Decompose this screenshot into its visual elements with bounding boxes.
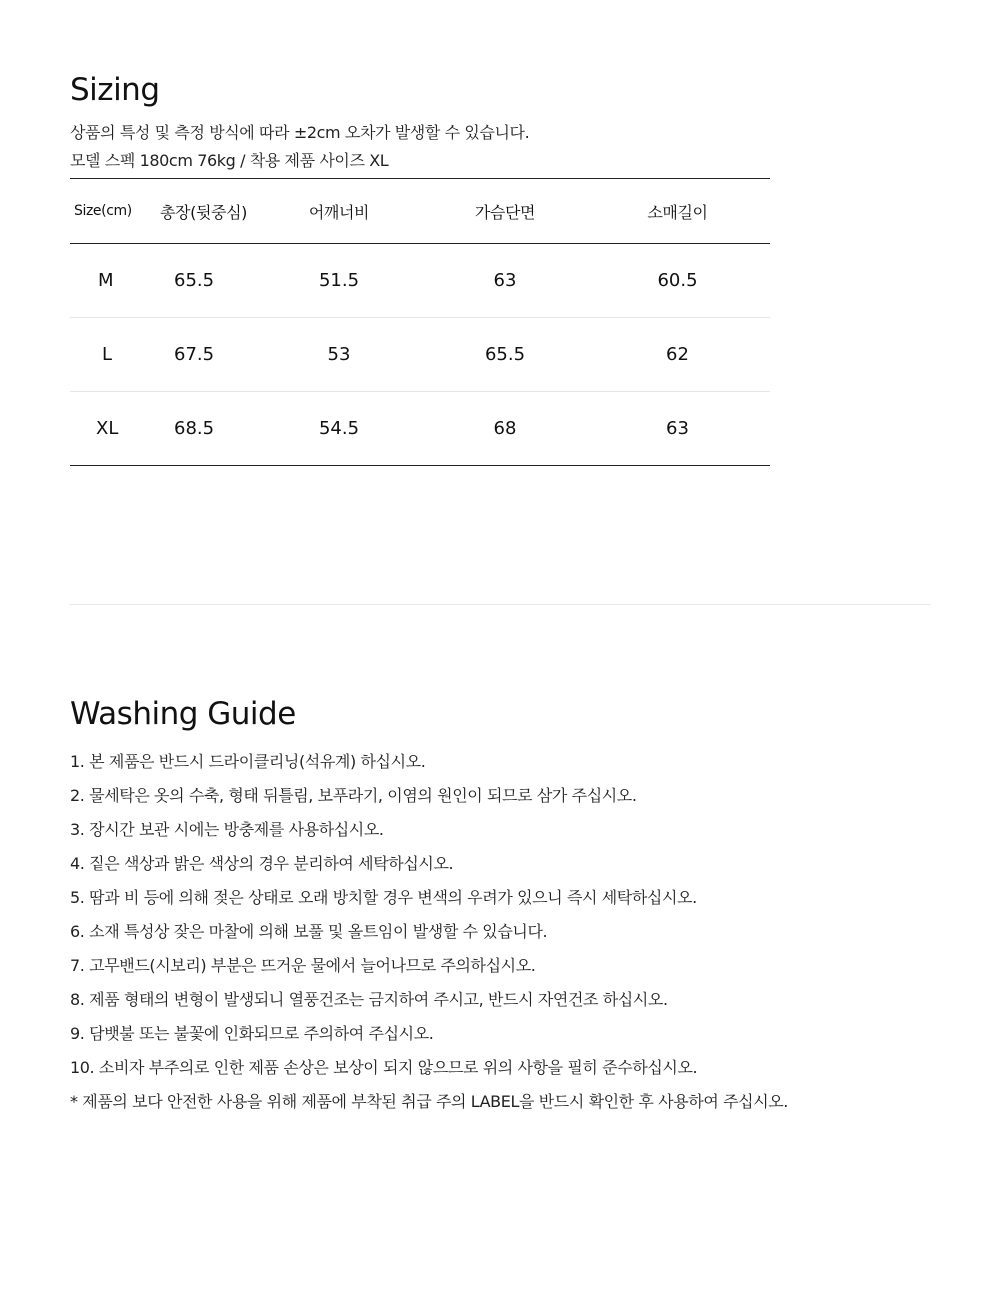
shoulder-width-cell: 54.5 xyxy=(253,392,425,466)
total-length-cell: 68.5 xyxy=(146,392,253,466)
list-item: * 제품의 보다 안전한 사용을 위해 제품에 부착된 취급 주의 LABEL을 반드시 확인한 후 사용하여 주십시오. xyxy=(70,1092,788,1111)
shoulder-width-cell: 53 xyxy=(253,318,425,392)
sizing-note-model-spec: 모델 스펙 180cm 76kg / 착용 제품 사이즈 XL xyxy=(70,151,389,170)
list-item: 10. 소비자 부주의로 인한 제품 손상은 보상이 되지 않으므로 위의 사항을 필히 준수하십시오. xyxy=(70,1058,698,1077)
header-sleeve-length: 소매길이 xyxy=(585,179,770,244)
table-row xyxy=(70,318,770,392)
washing-guide-title: Washing Guide xyxy=(70,696,296,732)
size-cell: L xyxy=(70,318,146,392)
size-table xyxy=(70,178,770,466)
list-item: 6. 소재 특성상 잦은 마찰에 의해 보풀 및 올트임이 발생할 수 있습니다. xyxy=(70,922,548,941)
list-item: 9. 담뱃불 또는 불꽃에 인화되므로 주의하여 주십시오. xyxy=(70,1024,434,1043)
section-divider xyxy=(70,604,930,605)
list-item: 5. 땀과 비 등에 의해 젖은 상태로 오래 방치할 경우 변색의 우려가 있으니 즉시 세탁하십시오. xyxy=(70,888,697,907)
list-item: 4. 짙은 색상과 밝은 색상의 경우 분리하여 세탁하십시오. xyxy=(70,854,454,873)
sleeve-length-cell: 62 xyxy=(585,318,770,392)
size-table-header-row xyxy=(70,179,770,244)
table-row xyxy=(70,392,770,466)
sleeve-length-cell: 60.5 xyxy=(585,244,770,318)
chest-width-cell: 65.5 xyxy=(425,318,585,392)
header-shoulder-width: 어깨너비 xyxy=(253,179,425,244)
size-cell: M xyxy=(70,244,146,318)
list-item: 3. 장시간 보관 시에는 방충제를 사용하십시오. xyxy=(70,820,384,839)
chest-width-cell: 63 xyxy=(425,244,585,318)
sizing-title: Sizing xyxy=(70,72,160,108)
shoulder-width-cell: 51.5 xyxy=(253,244,425,318)
washing-guide-list xyxy=(70,745,788,1119)
sleeve-length-cell: 63 xyxy=(585,392,770,466)
size-cell: XL xyxy=(70,392,146,466)
list-item: 2. 물세탁은 옷의 수축, 형태 뒤틀림, 보푸라기, 이염의 원인이 되므로 삼가 주십시오. xyxy=(70,786,637,805)
list-item: 1. 본 제품은 반드시 드라이클리닝(석유계) 하십시오. xyxy=(70,752,426,771)
list-item: 8. 제품 형태의 변형이 발생되니 열풍건조는 금지하여 주시고, 반드시 자연건조 하십시오. xyxy=(70,990,668,1009)
total-length-cell: 67.5 xyxy=(146,318,253,392)
header-chest-width: 가슴단면 xyxy=(425,179,585,244)
chest-width-cell: 68 xyxy=(425,392,585,466)
sizing-note-tolerance: 상품의 특성 및 측정 방식에 따라 ±2cm 오차가 발생할 수 있습니다. xyxy=(70,123,530,142)
total-length-cell: 65.5 xyxy=(146,244,253,318)
header-total-length: 총장(뒷중심) xyxy=(146,179,253,244)
header-size-cm: Size(cm) xyxy=(70,179,146,244)
list-item: 7. 고무밴드(시보리) 부분은 뜨거운 물에서 늘어나므로 주의하십시오. xyxy=(70,956,536,975)
table-row xyxy=(70,244,770,318)
